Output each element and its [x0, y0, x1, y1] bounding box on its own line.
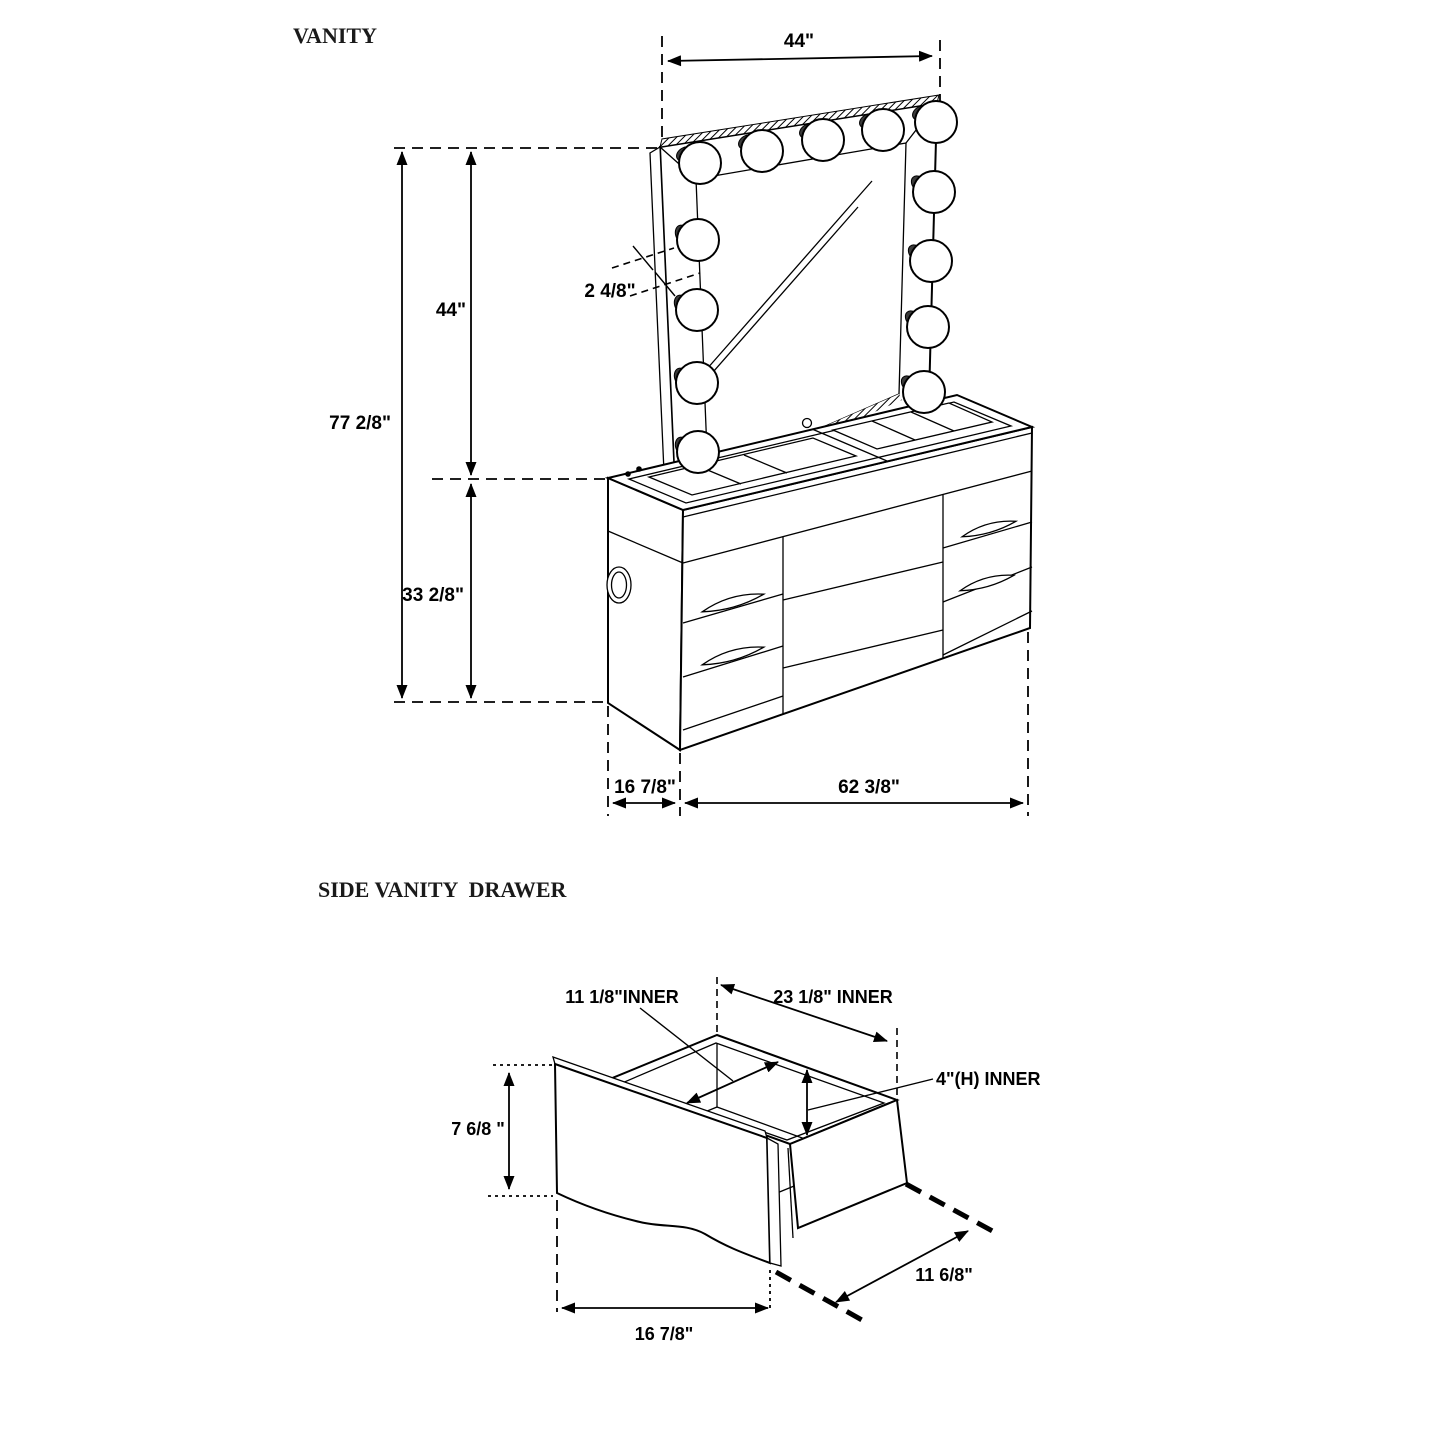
screw-dot — [636, 466, 642, 472]
mirror-screw — [803, 419, 812, 428]
screw-dot — [625, 471, 631, 477]
dim-frame-thickness-label: 2 4/8" — [584, 281, 636, 302]
dresser-side-panel — [608, 478, 683, 750]
drawer-title: SIDE VANITY DRAWER — [318, 877, 567, 902]
vanity-diagram — [293, 23, 1032, 816]
dim-total-height-label: 77 2/8" — [329, 413, 391, 434]
dim-depth-label: 16 7/8" — [614, 777, 676, 798]
dim-front-height-label: 7 6/8 " — [451, 1119, 505, 1139]
dimension-front-height — [451, 1065, 553, 1196]
dim-inner-depth-label: 11 1/8"INNER — [565, 987, 679, 1007]
dim-inner-width-label: 23 1/8" INNER — [773, 987, 893, 1007]
vanity-title: VANITY — [293, 23, 377, 48]
dim-mirror-height-label: 44" — [435, 300, 466, 321]
dim-dresser-height-label: 33 2/8" — [402, 585, 464, 606]
dim-mirror-width-label: 44" — [783, 31, 815, 52]
dim-inner-height-label: 4"(H) INNER — [936, 1069, 1041, 1089]
dim-front-width-label: 16 7/8" — [634, 1324, 694, 1344]
dim-width-label: 62 3/8" — [838, 777, 900, 798]
dim-side-depth-label: 11 6/8" — [915, 1265, 973, 1285]
drawer-diagram — [318, 877, 1041, 1344]
